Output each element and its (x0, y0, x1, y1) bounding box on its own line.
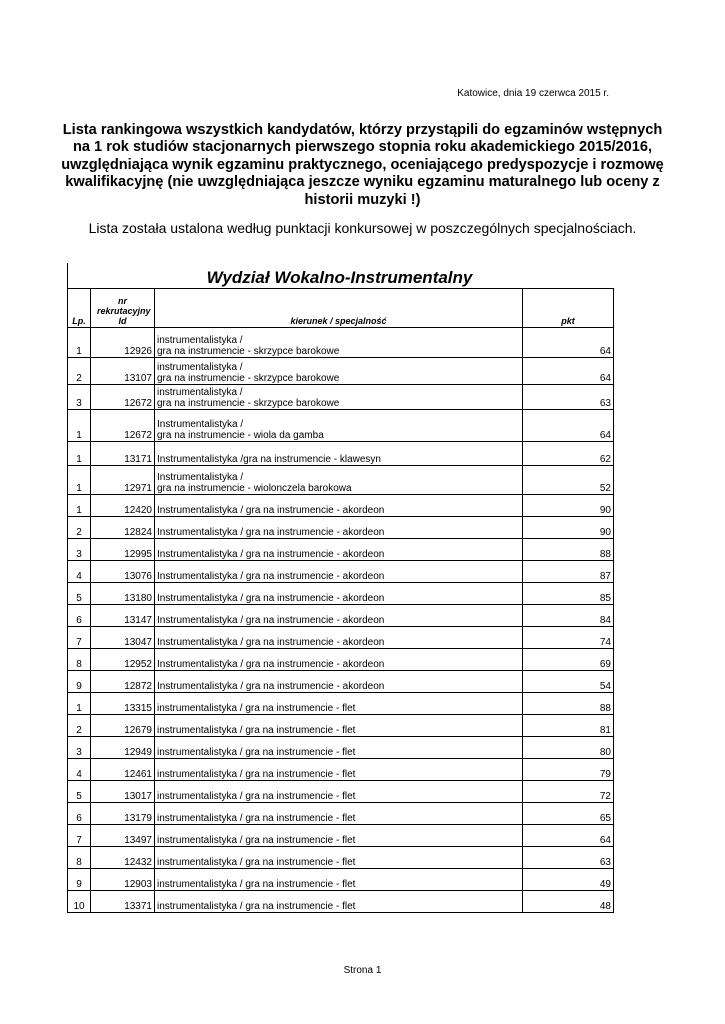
direction-line-2: Instrumentalistyka / gra na instrumencie - akordeon (157, 571, 385, 582)
direction-line-2: Instrumentalistyka / gra na instrumencie - akordeon (157, 505, 385, 516)
cell-direction (155, 781, 523, 803)
direction-line-2: gra na instrumencie - wiolonczela barokowa (157, 483, 352, 494)
table-row (68, 539, 614, 561)
table-row (68, 649, 614, 671)
cell-lp: 1 (68, 693, 91, 715)
date-line: Katowice, dnia 19 czerwca 2015 r. (457, 88, 609, 99)
cell-lp: 1 (68, 410, 91, 442)
cell-points: 64 (523, 328, 614, 358)
cell-direction (155, 605, 523, 627)
cell-points: 69 (523, 649, 614, 671)
cell-lp: 6 (68, 803, 91, 825)
direction-line-2: Instrumentalistyka / gra na instrumencie - akordeon (157, 593, 385, 604)
direction-line-2: instrumentalistyka / gra na instrumencie - flet (157, 835, 356, 846)
cell-id: 13315 (91, 693, 155, 715)
cell-direction (155, 328, 523, 358)
direction-line-2: instrumentalistyka / gra na instrumencie - flet (157, 747, 356, 758)
cell-points: 52 (523, 466, 614, 495)
cell-direction (155, 847, 523, 869)
cell-direction (155, 539, 523, 561)
cell-direction (155, 803, 523, 825)
cell-id: 12903 (91, 869, 155, 891)
cell-id: 12995 (91, 539, 155, 561)
cell-lp: 6 (68, 605, 91, 627)
cell-points: 81 (523, 715, 614, 737)
direction-line-2: Instrumentalistyka / gra na instrumencie - akordeon (157, 659, 385, 670)
cell-id: 13497 (91, 825, 155, 847)
cell-points: 90 (523, 517, 614, 539)
cell-points: 63 (523, 847, 614, 869)
direction-line-2: Instrumentalistyka /gra na instrumencie - klawesyn (157, 454, 381, 465)
cell-points: 49 (523, 869, 614, 891)
cell-points: 85 (523, 583, 614, 605)
cell-points: 64 (523, 825, 614, 847)
cell-points: 80 (523, 737, 614, 759)
cell-lp: 9 (68, 671, 91, 693)
table-row (68, 410, 614, 442)
direction-line-2: instrumentalistyka / gra na instrumencie - flet (157, 791, 356, 802)
cell-id: 12926 (91, 328, 155, 358)
table-row (68, 442, 614, 466)
cell-id: 12672 (91, 385, 155, 410)
direction-line-1: instrumentalistyka / (157, 335, 243, 346)
cell-lp: 3 (68, 539, 91, 561)
table-row (68, 781, 614, 803)
direction-line-1: Instrumentalistyka / (157, 472, 244, 483)
direction-line-2: instrumentalistyka / gra na instrumencie - flet (157, 703, 356, 714)
cell-direction (155, 671, 523, 693)
cell-points: 64 (523, 410, 614, 442)
cell-id: 13179 (91, 803, 155, 825)
cell-lp: 1 (68, 466, 91, 495)
page-footer: Strona 1 (343, 965, 382, 976)
cell-lp: 5 (68, 781, 91, 803)
direction-line-2: Instrumentalistyka / gra na instrumencie - akordeon (157, 615, 385, 626)
section-title: Wydział Wokalno-Instrumentalny (206, 268, 473, 287)
table-row (68, 737, 614, 759)
cell-lp: 1 (68, 328, 91, 358)
cell-direction (155, 891, 523, 913)
direction-line-2: Instrumentalistyka / gra na instrumencie - akordeon (157, 527, 385, 538)
cell-direction (155, 385, 523, 410)
direction-line-2: gra na instrumencie - wiola da gamba (157, 430, 324, 441)
cell-points: 84 (523, 605, 614, 627)
table-row (68, 715, 614, 737)
table-row (68, 671, 614, 693)
direction-line-2: gra na instrumencie - skrzypce barokowe (157, 373, 340, 384)
table-row (68, 328, 614, 358)
direction-line-2: instrumentalistyka / gra na instrumencie - flet (157, 857, 356, 868)
table-row (68, 605, 614, 627)
cell-points: 65 (523, 803, 614, 825)
cell-direction (155, 627, 523, 649)
cell-direction (155, 715, 523, 737)
direction-line-2: Instrumentalistyka / gra na instrumencie - akordeon (157, 637, 385, 648)
cell-points: 88 (523, 539, 614, 561)
cell-direction (155, 737, 523, 759)
cell-id: 13047 (91, 627, 155, 649)
cell-direction (155, 649, 523, 671)
document-subheading: Lista została ustalona według punktacji konkursowej w poszczególnych specjalnościach. (88, 220, 637, 236)
cell-id: 13171 (91, 442, 155, 466)
direction-line-2: gra na instrumencie - skrzypce barokowe (157, 346, 340, 357)
direction-line-2: Instrumentalistyka / gra na instrumencie - akordeon (157, 549, 385, 560)
header-direction: kierunek / specjalność (155, 289, 523, 328)
table-row (68, 627, 614, 649)
table-header-row (68, 289, 614, 328)
document-heading: Lista rankingowa wszystkich kandydatów, którzy przystąpili do egzaminów wstępnych na 1 rok studiów stacjonarnych pierwszego stopnia roku akademickiego 2015/2016, uwzględniająca wynik egzaminu praktycznego, oceniającego predyspozycje i rozmowę kwalifikacyjnę (nie uwzględniająca jeszcze wyniku egzaminu maturalnego lub oceny z historii muzyki !) (61, 122, 664, 208)
cell-id: 12420 (91, 495, 155, 517)
table-row (68, 385, 614, 410)
cell-direction (155, 358, 523, 385)
cell-points: 62 (523, 442, 614, 466)
direction-line-1: instrumentalistyka / (157, 362, 243, 373)
cell-direction (155, 442, 523, 466)
table-row (68, 358, 614, 385)
cell-direction (155, 869, 523, 891)
direction-line-2: instrumentalistyka / gra na instrumencie - flet (157, 901, 356, 912)
direction-line-1: instrumentalistyka / (157, 387, 243, 398)
cell-direction (155, 759, 523, 781)
cell-lp: 1 (68, 442, 91, 466)
cell-lp: 7 (68, 825, 91, 847)
table-row (68, 693, 614, 715)
cell-direction (155, 583, 523, 605)
table-row (68, 847, 614, 869)
table-row (68, 803, 614, 825)
table-row (68, 466, 614, 495)
cell-lp: 10 (68, 891, 91, 913)
table-row (68, 825, 614, 847)
cell-points: 54 (523, 671, 614, 693)
cell-id: 12971 (91, 466, 155, 495)
cell-lp: 4 (68, 561, 91, 583)
cell-id: 13371 (91, 891, 155, 913)
cell-id: 12952 (91, 649, 155, 671)
cell-lp: 9 (68, 869, 91, 891)
cell-points: 48 (523, 891, 614, 913)
cell-lp: 2 (68, 517, 91, 539)
cell-lp: 5 (68, 583, 91, 605)
cell-points: 79 (523, 759, 614, 781)
cell-points: 74 (523, 627, 614, 649)
cell-id: 13107 (91, 358, 155, 385)
cell-direction (155, 825, 523, 847)
direction-line-2: instrumentalistyka / gra na instrumencie - flet (157, 879, 356, 890)
cell-lp: 2 (68, 715, 91, 737)
cell-lp: 8 (68, 847, 91, 869)
header-points: pkt (523, 289, 614, 328)
table-row (68, 495, 614, 517)
cell-direction (155, 693, 523, 715)
cell-direction (155, 410, 523, 442)
cell-lp: 8 (68, 649, 91, 671)
cell-id: 13076 (91, 561, 155, 583)
cell-direction (155, 466, 523, 495)
cell-id: 13147 (91, 605, 155, 627)
cell-id: 12872 (91, 671, 155, 693)
cell-direction (155, 495, 523, 517)
cell-id: 12461 (91, 759, 155, 781)
table-row (68, 891, 614, 913)
direction-line-2: instrumentalistyka / gra na instrumencie - flet (157, 813, 356, 824)
cell-id: 13017 (91, 781, 155, 803)
direction-line-2: instrumentalistyka / gra na instrumencie - flet (157, 769, 356, 780)
cell-lp: 2 (68, 358, 91, 385)
cell-direction (155, 561, 523, 583)
header-id: nr rekrutacyjny Id (91, 289, 155, 328)
table-row (68, 759, 614, 781)
cell-id: 13180 (91, 583, 155, 605)
cell-id: 12824 (91, 517, 155, 539)
header-lp: Lp. (68, 289, 91, 328)
ranking-table (67, 288, 614, 913)
table-row (68, 517, 614, 539)
cell-lp: 4 (68, 759, 91, 781)
cell-id: 12672 (91, 410, 155, 442)
cell-points: 72 (523, 781, 614, 803)
table-row (68, 561, 614, 583)
cell-points: 64 (523, 358, 614, 385)
cell-direction (155, 517, 523, 539)
cell-id: 12432 (91, 847, 155, 869)
cell-points: 90 (523, 495, 614, 517)
cell-points: 87 (523, 561, 614, 583)
cell-id: 12679 (91, 715, 155, 737)
cell-points: 88 (523, 693, 614, 715)
direction-line-2: Instrumentalistyka / gra na instrumencie - akordeon (157, 681, 385, 692)
direction-line-2: gra na instrumencie - skrzypce barokowe (157, 398, 340, 409)
table-row (68, 869, 614, 891)
cell-lp: 3 (68, 385, 91, 410)
cell-lp: 1 (68, 495, 91, 517)
table-row (68, 583, 614, 605)
direction-line-1: Instrumentalistyka / (157, 419, 244, 430)
cell-lp: 7 (68, 627, 91, 649)
cell-id: 12949 (91, 737, 155, 759)
direction-line-2: instrumentalistyka / gra na instrumencie - flet (157, 725, 356, 736)
cell-points: 63 (523, 385, 614, 410)
cell-lp: 3 (68, 737, 91, 759)
